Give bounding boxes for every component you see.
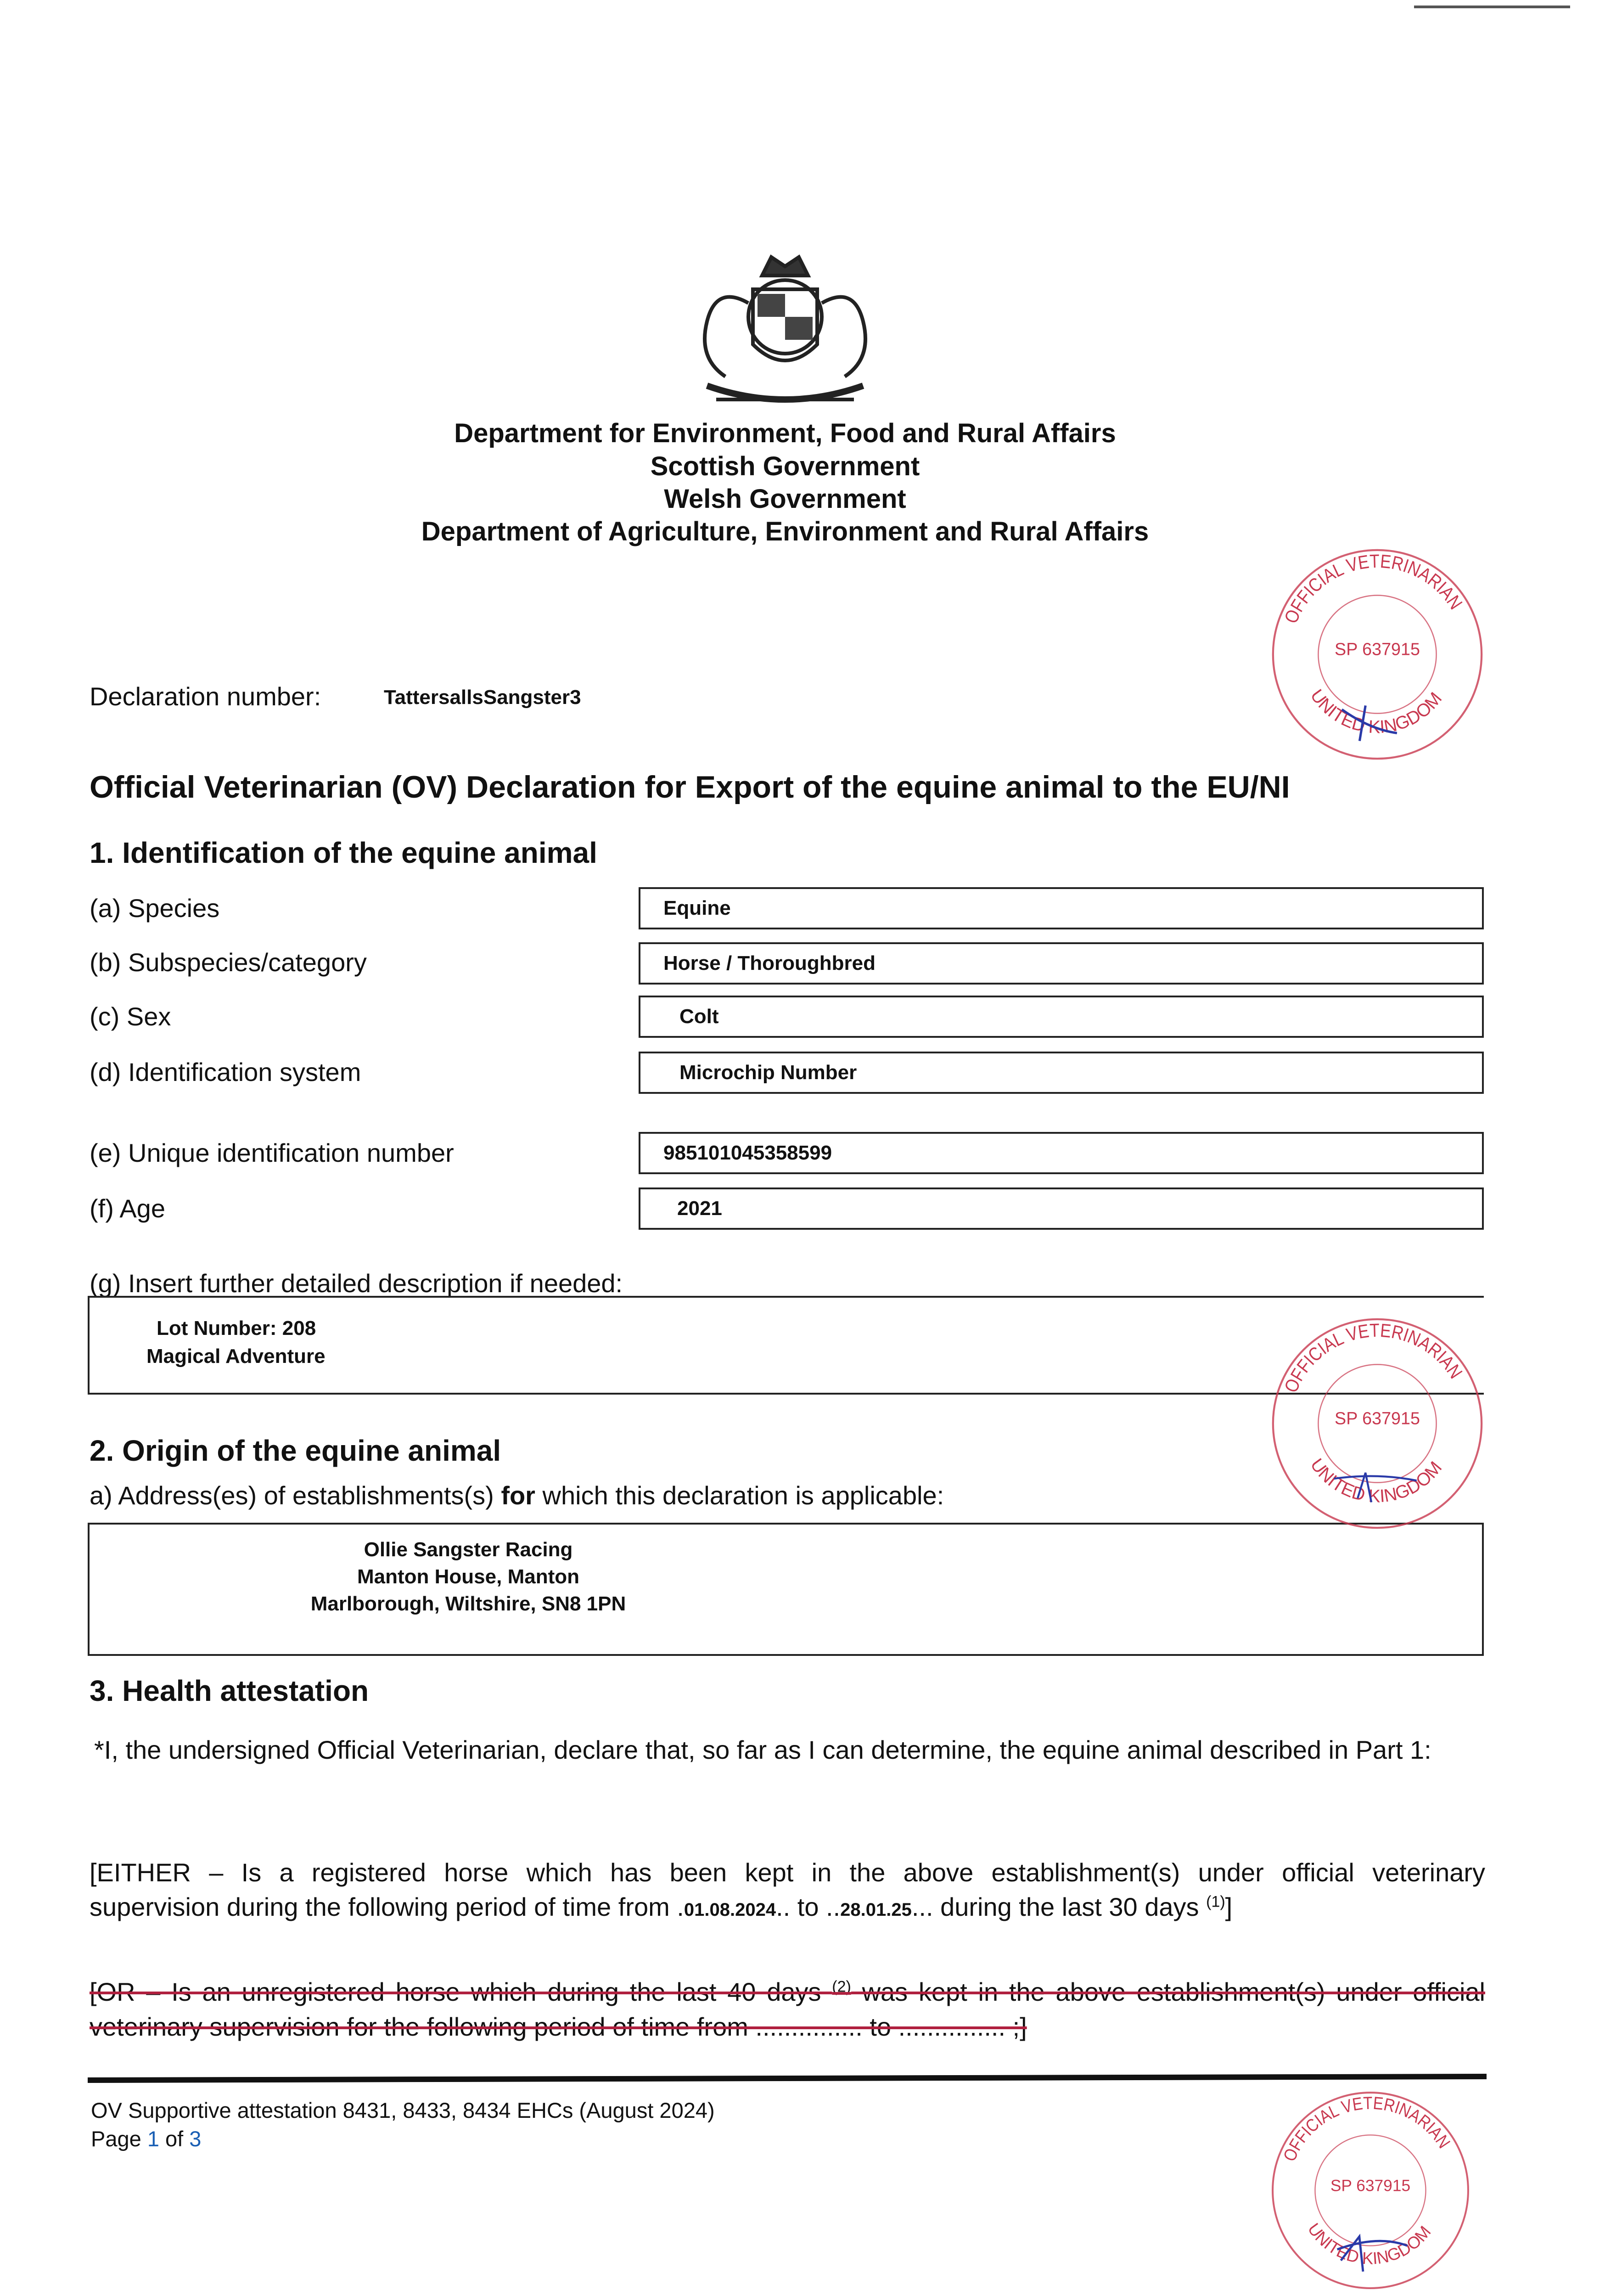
either-clause-line-1: [EITHER – Is a registered horse which has been kept in the above establishment(s) under official veterinary — [90, 1858, 1485, 1887]
svg-text:SP 637915: SP 637915 — [1330, 2177, 1411, 2195]
header-org-1: Department for Environment, Food and Rural Affairs — [454, 418, 1116, 448]
royal-coat-of-arms-logo — [689, 248, 881, 413]
footer-divider — [88, 2074, 1487, 2083]
svg-text:UNITED KINGDOM: UNITED KINGDOM — [1306, 1455, 1446, 1507]
species-label: (a) Species — [90, 894, 220, 923]
or-clause-line-2: veterinary supervision for the following period of time from ............... to ............... ;] — [90, 2012, 1027, 2041]
svg-text:SP 637915: SP 637915 — [1335, 1408, 1420, 1428]
attestation-intro: *I, the undersigned Official Veterinarian, declare that, so far as I can determine, the equine animal described in Part 1: — [94, 1735, 1431, 1764]
section-2-heading: 2. Origin of the equine animal — [90, 1434, 501, 1467]
identification-system-label: (d) Identification system — [90, 1058, 361, 1086]
svg-text:SP 637915: SP 637915 — [1335, 639, 1420, 659]
official-veterinarian-stamp — [1267, 2087, 1474, 2294]
sex-label: (c) Sex — [90, 1002, 171, 1031]
address-line: Manton House, Manton — [357, 1565, 579, 1588]
svg-text:UNITED KINGDOM: UNITED KINGDOM — [1306, 686, 1446, 737]
svg-text:UNITED KINGDOM: UNITED KINGDOM — [1304, 2219, 1435, 2268]
establishment-address — [239, 1536, 698, 1617]
page-indicator: Page 1 of 3 — [91, 2127, 202, 2151]
address-line: Ollie Sangster Racing — [364, 1538, 573, 1561]
unique-id-field: 985101045358599 — [639, 1132, 1484, 1174]
age-field: 2021 — [639, 1187, 1484, 1230]
section-3-heading: 3. Health attestation — [90, 1674, 369, 1707]
scan-edge-line — [1414, 6, 1570, 8]
establishment-intro: a) Address(es) of establishments(s) for which this declaration is applicable: — [90, 1481, 944, 1510]
svg-text:OFFICIAL VETERINARIAN: OFFICIAL VETERINARIAN — [1280, 550, 1468, 627]
age-label: (f) Age — [90, 1194, 165, 1223]
subspecies-field: Horse / Thoroughbred — [639, 942, 1484, 985]
sex-field: Colt — [639, 996, 1484, 1038]
subspecies-label: (b) Subspecies/category — [90, 948, 367, 977]
or-clause-line-1: [OR – Is an unregistered horse which during the last 40 days $^{(2)}$ was kept in the above establishment(s) under official — [90, 1977, 1485, 2006]
svg-text:OFFICIAL VETERINARIAN: OFFICIAL VETERINARIAN — [1280, 1319, 1468, 1396]
header-org-2: Scottish Government — [650, 451, 920, 481]
date-from: 01.08.2024 — [684, 1900, 776, 1920]
official-veterinarian-stamp — [1267, 544, 1487, 765]
svg-text:OFFICIAL VETERINARIAN: OFFICIAL VETERINARIAN — [1280, 2093, 1455, 2165]
species-field: Equine — [639, 887, 1484, 929]
further-description-label: (g) Insert further detailed description if needed: — [90, 1269, 623, 1298]
document-title: Official Veterinarian (OV) Declaration for Export of the equine animal to the EU/NI — [90, 770, 1290, 805]
header-org-4: Department of Agriculture, Environment and Rural Affairs — [421, 517, 1149, 546]
horse-name: Magical Adventure — [146, 1345, 326, 1367]
lot-number: Lot Number: 208 — [157, 1317, 316, 1339]
official-veterinarian-stamp — [1267, 1313, 1487, 1534]
unique-id-label: (e) Unique identification number — [90, 1138, 454, 1167]
declaration-number-value: TattersallsSangster3 — [384, 686, 581, 709]
address-line: Marlborough, Wiltshire, SN8 1PN — [310, 1593, 626, 1615]
header-org-3: Welsh Government — [664, 484, 906, 514]
identification-system-field: Microchip Number — [639, 1052, 1484, 1094]
declaration-number-label: Declaration number: — [90, 682, 321, 711]
footer-attestation-ref: OV Supportive attestation 8431, 8433, 8434 EHCs (August 2024) — [91, 2098, 715, 2122]
date-to: 28.01.25 — [840, 1900, 912, 1920]
section-1-heading: 1. Identification of the equine animal — [90, 836, 597, 869]
either-clause-line-2: supervision during the following period of time from .01.08.2024.. to ..28.01.25... during the last 30 days $^{(1)}$] — [90, 1892, 1233, 1921]
